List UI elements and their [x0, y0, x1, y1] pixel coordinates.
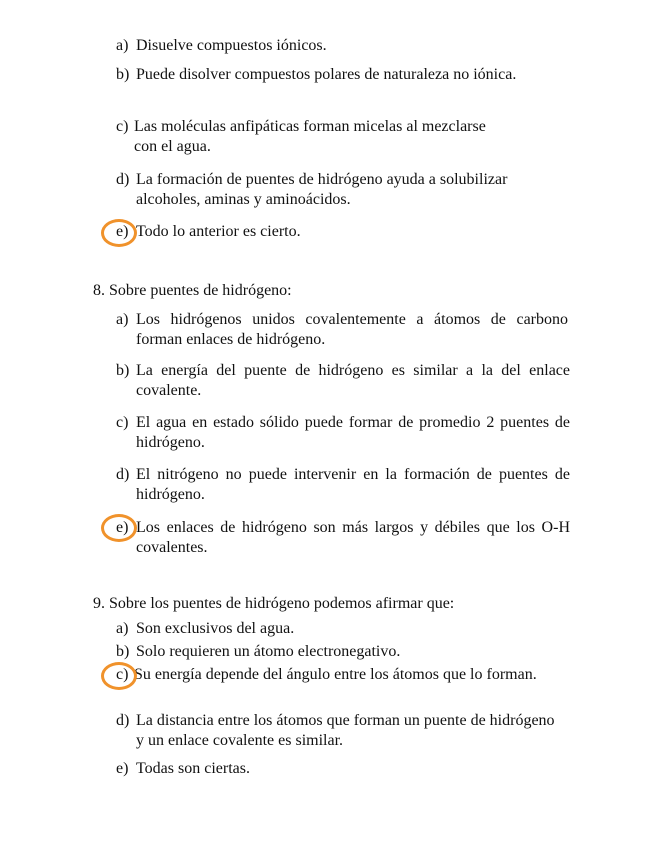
option-text: Son exclusivos del agua. [136, 620, 295, 637]
option-text: Puede disolver compuestos polares de naturaleza no iónica. [136, 66, 517, 83]
option-text: Las moléculas anfipáticas forman micelas al mezclarse con el agua. [134, 118, 486, 155]
option-letter: a) [116, 311, 129, 328]
option-9-d [116, 711, 576, 755]
option-text: Todo lo anterior es cierto. [136, 223, 301, 240]
option-9-c [116, 665, 576, 709]
option-letter: e) [116, 760, 129, 777]
option-9-a [116, 619, 576, 639]
option-letter: e) [116, 223, 129, 240]
option-letter: a) [116, 620, 129, 637]
option-text: El nitrógeno no puede intervenir en la formación de puentes de hidrógeno. [136, 466, 570, 503]
question-9-stem: 9. Sobre los puentes de hidrógeno podemos afirmar que: [93, 595, 455, 612]
option-letter: c) [116, 118, 129, 135]
option-letter: b) [116, 643, 130, 660]
option-letter: c) [116, 666, 129, 683]
option-8-b [116, 361, 576, 405]
option-letter: d) [116, 712, 130, 729]
option-text: El agua en estado sólido puede formar de promedio 2 puentes de hidrógeno. [136, 414, 570, 451]
option-1-c [116, 117, 576, 161]
option-8-d [116, 465, 576, 509]
option-text: Disuelve compuestos iónicos. [136, 37, 327, 54]
option-letter: a) [116, 37, 129, 54]
option-text: La energía del puente de hidrógeno es similar a la del enlace covalente. [136, 362, 570, 399]
option-letter: d) [116, 171, 130, 188]
option-8-a [116, 310, 576, 354]
option-1-a [116, 36, 576, 56]
option-text: Todas son ciertas. [136, 760, 250, 777]
option-text: Solo requieren un átomo electronegativo. [136, 643, 401, 660]
option-9-e [116, 759, 576, 779]
option-1-b [116, 65, 576, 109]
option-text: Su energía depende del ángulo entre los átomos que lo forman. [134, 666, 537, 683]
question-8-stem: 8. Sobre puentes de hidrógeno: [93, 282, 292, 299]
option-8-c [116, 413, 576, 457]
option-1-d [116, 170, 576, 214]
option-text: Los enlaces de hidrógeno son más largos y débiles que los O-H covalentes. [136, 519, 570, 556]
option-9-b [116, 642, 576, 662]
option-text: La formación de puentes de hidrógeno ayuda a solubilizar alcoholes, aminas y aminoácidos. [136, 171, 508, 208]
option-1-e [116, 222, 576, 242]
option-letter: c) [116, 414, 129, 431]
option-8-e [116, 518, 576, 562]
option-letter: e) [116, 519, 129, 536]
option-text: La distancia entre los átomos que forman un puente de hidrógeno y un enlace covalente es similar. [136, 712, 555, 749]
option-text: Los hidrógenos unidos covalentemente a átomos de carbono forman enlaces de hidrógeno. [136, 311, 568, 348]
option-letter: b) [116, 66, 130, 83]
option-letter: b) [116, 362, 130, 379]
option-letter: d) [116, 466, 130, 483]
